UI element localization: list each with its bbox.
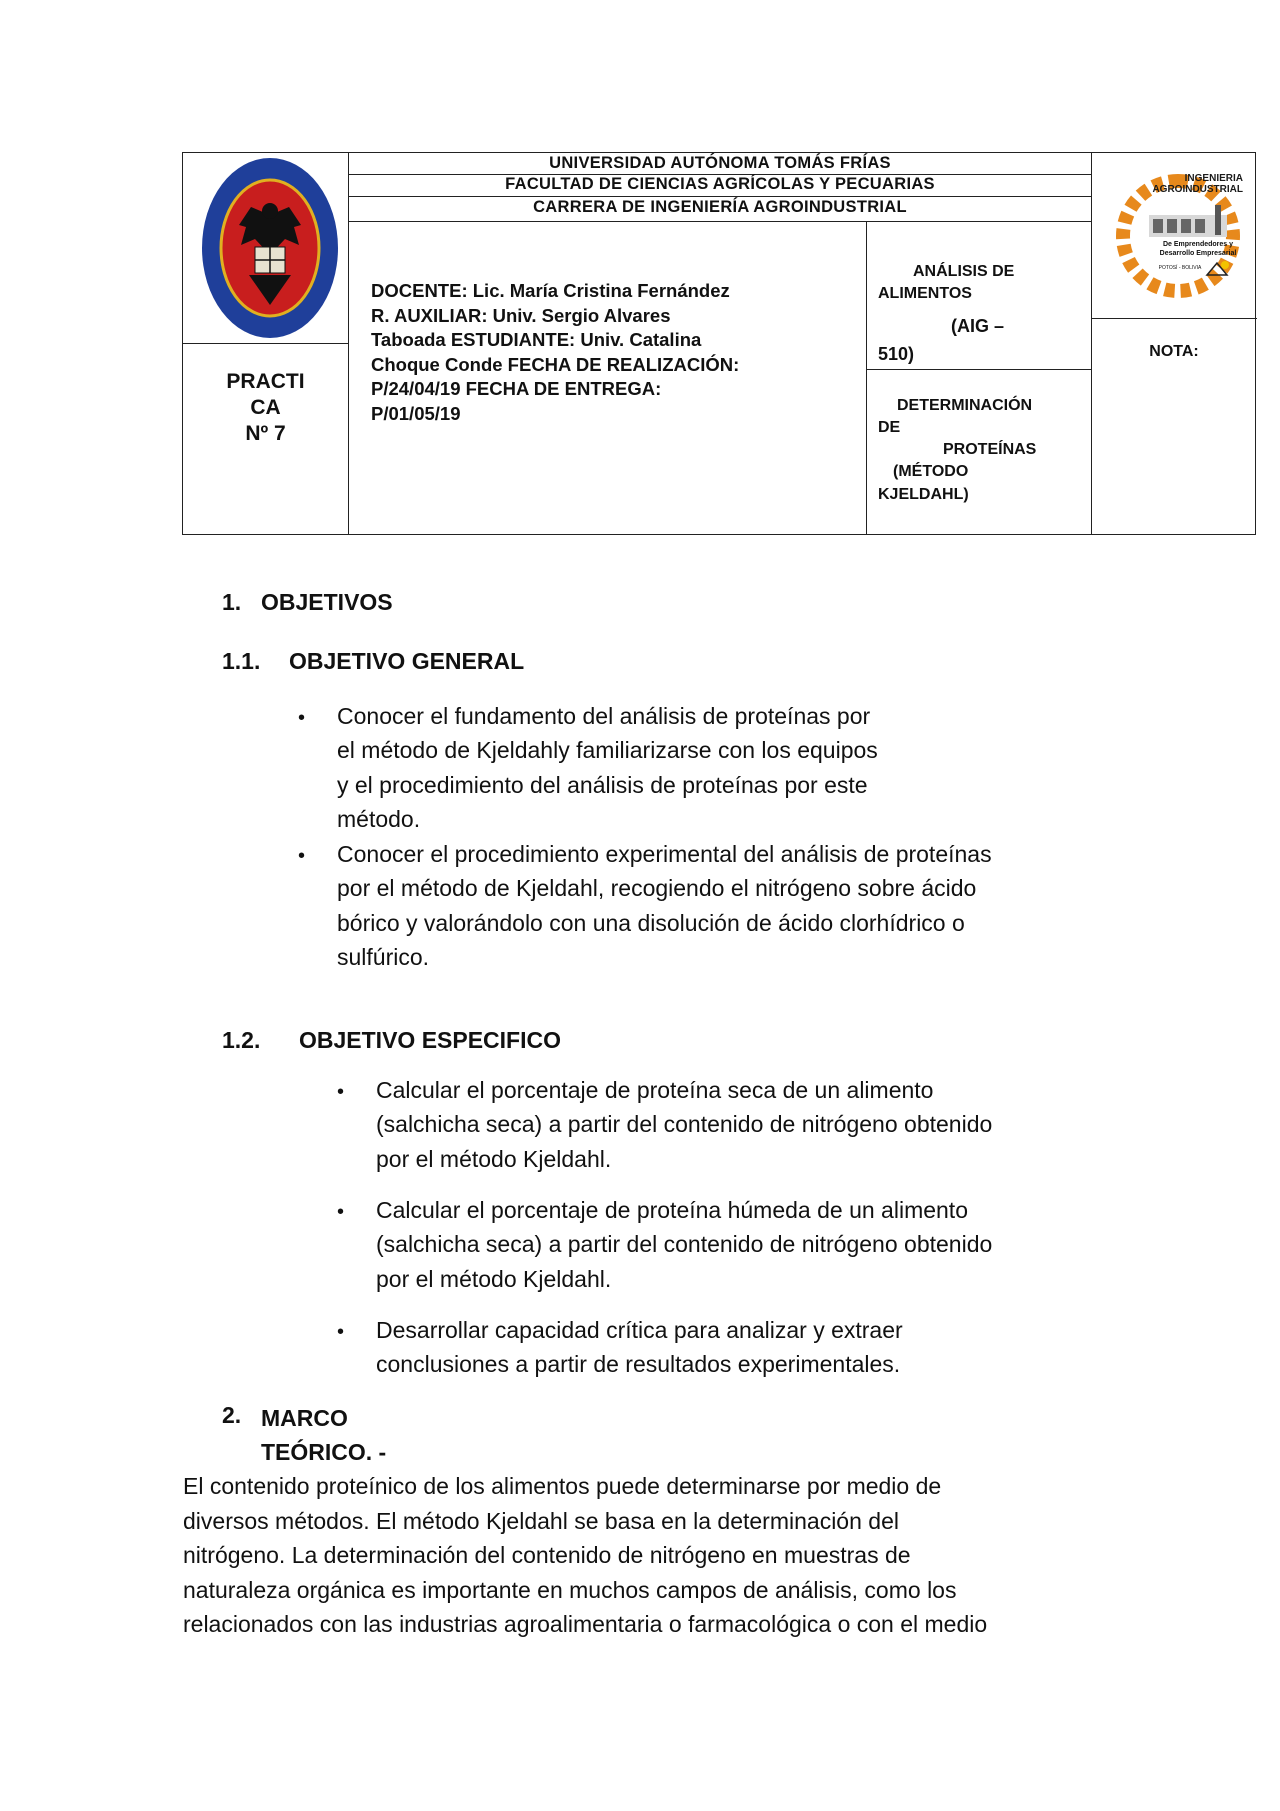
section-1-2-title: OBJETIVO ESPECIFICO bbox=[299, 1027, 561, 1053]
university-seal-logo bbox=[199, 155, 341, 341]
section-1-1-title: OBJETIVO GENERAL bbox=[289, 648, 525, 674]
logo-arc-text: INGENIERIA AGROINDUSTRIAL bbox=[1152, 173, 1243, 195]
section-1-title: OBJETIVOS bbox=[261, 589, 393, 615]
agroindustrial-logo bbox=[1115, 173, 1241, 299]
logo-subtitle-2: Desarrollo Empresarial bbox=[1159, 250, 1237, 257]
section-1-2-number: 1.2. bbox=[222, 1027, 261, 1053]
list-item: Desarrollar capacidad crítica para analizar y extraer conclusiones a partir de resultados experimentales. bbox=[376, 1317, 903, 1378]
logo-subtitle-1: De Emprendedores y bbox=[1162, 241, 1234, 248]
list-item: Conocer el procedimiento experimental del análisis de proteínas por el método de Kjeldahl, recogiendo el nitrógeno sobre ácido bórico y valorándolo con una disolución de ácido clorhídrico o sulfúrico. bbox=[337, 841, 992, 970]
list-item: Calcular el porcentaje de proteína húmeda de un alimento (salchicha seca) a partir del contenido de nitrógeno obtenido por el método Kjeldahl. bbox=[376, 1197, 993, 1292]
faculty-name: FACULTAD DE CIENCIAS AGRÍCOLAS Y PECUARIAS bbox=[505, 175, 935, 193]
document-page: UNIVERSIDAD AUTÓNOMA TOMÁS FRÍAS FACULTAD DE CIENCIAS AGRÍCOLAS Y PECUARIAS CARRERA DE INGENIERÍA AGROINDUSTRIAL INGENIERIA AGROINDUSTRIAL De Emprendedores y Desarrollo Empresarial POTOSÍ - BOLIVIA DOCENTE: Lic. María Cristina Fernández R. AUXILIAR: Univ. Sergio Alvares Taboada ESTUDIANTE: Univ. Catalina Choque Conde FECHA DE REALIZACIÓN: P/24/04/19 FECHA DE ENTREGA: P/01/05/19 PRACTI CA Nº 7 ANÁLISIS DE ALIMENTOS (AIG – 510) DETERMINACIÓN DE PROTEÍNAS (MÉTODO KJELDAHL) NOTA: 1. OBJETIVOS 1.1. OBJETIVO GENERAL • Conocer el fundamento del análisis de proteínas por el método de Kjeldahly familiarizarse con los equipos y el procedimiento del análisis de proteínas por este método. • Conocer el procedimiento experimental del análisis de proteínas por el método de Kjeldahl, recogiendo el nitrógeno sobre ácido bórico y valorándolo con una disolución de ácido clorhídrico o sulfúrico. 1.2. OBJETIVO ESPECIFICO • Calcular el porcentaje de proteína seca de un alimento (salchicha seca) a partir del contenido de nitrógeno obtenido por el método Kjeldahl. • Calcular el porcentaje de proteína húmeda de un alimento (salchicha seca) a partir del contenido de nitrógeno obtenido por el método Kjeldahl. • Desarrollar capacidad crítica para analizar y extraer conclusiones a partir de resultados experimentales. 2. MARCO TEÓRICO. - El contenido proteínico de los alimentos puede determinarse por medio de diversos métodos. El método Kjeldahl se basa en la determinación del nitrógeno. La determinación del contenido de nitrógeno en muestras de naturaleza orgánica es importante en muchos campos de análisis, como los relacionados con las industrias agroalimentaria o farmacológica o con el medio bbox=[0, 0, 1280, 1811]
section-2-title: MARCO TEÓRICO. - bbox=[261, 1405, 387, 1465]
list-item: Calcular el porcentaje de proteína seca de un alimento (salchicha seca) a partir del contenido de nitrógeno obtenido por el método Kjeldahl. bbox=[376, 1077, 993, 1172]
section-1-1-number: 1.1. bbox=[222, 648, 261, 674]
nota-label: NOTA: bbox=[1149, 343, 1199, 360]
logo-footer: POTOSÍ - BOLIVIA bbox=[1158, 265, 1202, 271]
header-table: UNIVERSIDAD AUTÓNOMA TOMÁS FRÍAS FACULTAD DE CIENCIAS AGRÍCOLAS Y PECUARIAS CARRERA DE INGENIERÍA AGROINDUSTRIAL INGENIERIA AGROINDUSTRIAL De Emprendedores y Desarrollo Empresarial POTOSÍ - BOLIVIA DOCENTE: Lic. María Cristina Fernández R. AUXILIAR: Univ. Sergio Alvares Taboada ESTUDIANTE: Univ. Catalina Choque Conde FECHA DE REALIZACIÓN: P/24/04/19 FECHA DE ENTREGA: P/01/05/19 PRACTI CA Nº 7 ANÁLISIS DE ALIMENTOS (AIG – 510) DETERMINACIÓN DE PROTEÍNAS (MÉTODO KJELDAHL) NOTA: bbox=[182, 152, 1256, 535]
section-1-number: 1. bbox=[222, 589, 242, 615]
list-item: Conocer el fundamento del análisis de proteínas por el método de Kjeldahly familiarizarse con los equipos y el procedimiento del análisis de proteínas por este método. bbox=[337, 703, 878, 832]
practica-number: PRACTI CA Nº 7 bbox=[226, 370, 305, 445]
section-2-number: 2. bbox=[222, 1402, 242, 1428]
marco-teorico-paragraph: El contenido proteínico de los alimentos puede determinarse por medio de diversos métodos. El método Kjeldahl se basa en la determinación del nitrógeno. La determinación del contenido de nitrógeno en muestras de naturaleza orgánica es importante en muchos campos de análisis, como los relacionados con las industrias agroalimentaria o farmacológica o con el medio bbox=[183, 1473, 988, 1637]
docente-info: DOCENTE: Lic. María Cristina Fernández R. AUXILIAR: Univ. Sergio Alvares Taboada ESTUDIANTE: Univ. Catalina Choque Conde FECHA DE REALIZACIÓN: P/24/04/19 FECHA DE ENTREGA: P/01/05/19 bbox=[371, 280, 740, 424]
career-name: CARRERA DE INGENIERÍA AGROINDUSTRIAL bbox=[533, 198, 907, 216]
university-name: UNIVERSIDAD AUTÓNOMA TOMÁS FRÍAS bbox=[549, 154, 891, 172]
